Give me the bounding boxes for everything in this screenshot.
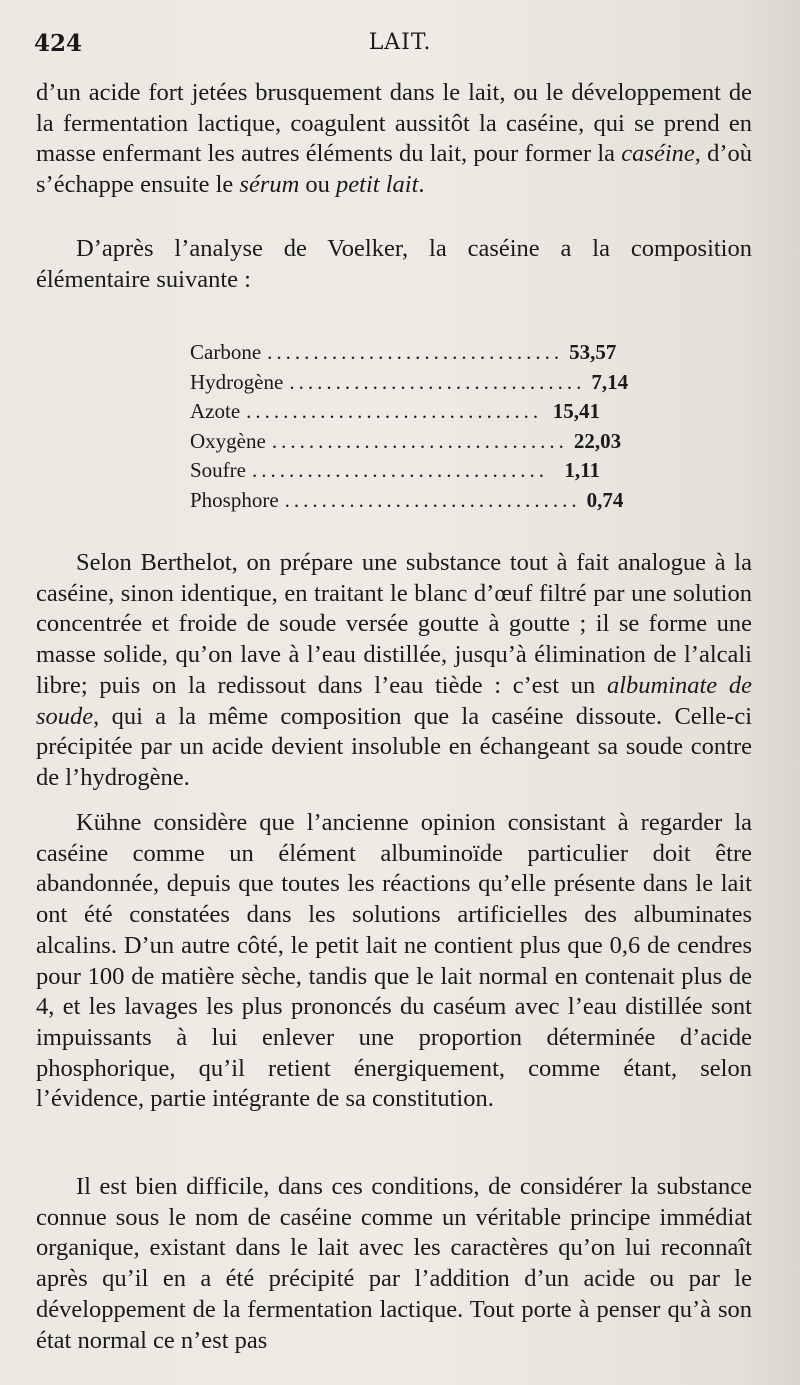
element-value: 22,03 xyxy=(573,428,622,453)
element-value: 0,74 xyxy=(586,487,624,512)
element-value: 1,11 xyxy=(564,458,600,482)
p3-text-a: Selon Berthelot, on prépare une substance tout à fait analogue à la caséine, sinon identique, en traitant le blanc d’œuf filtré par une solution concentrée et froide de soude versée goutte à goutte ; il se forme une masse solide, qu’on lave à l’eau distillée, jusqu’à élimination de l’alcali libre; puis on la redissout dans l’eau tiède : c’est un xyxy=(36,549,752,699)
p1-text-c: ou xyxy=(299,171,337,199)
p1-text-b: , d’où s’échappe ensuite le xyxy=(36,140,752,199)
running-title: LAIT. xyxy=(368,30,432,55)
paragraph-1 xyxy=(36,78,752,201)
composition-table xyxy=(190,338,629,515)
element-value: 15,41 xyxy=(552,399,600,423)
element-name: Oxygène xyxy=(190,428,266,453)
p3-text-b: , qui a la même composition que la caséine dissoute. Celle-ci précipitée par un acide devient insoluble en échangeant sa soude contre de l’hydrogène. xyxy=(36,702,752,791)
paragraph-3 xyxy=(36,548,752,794)
element-name: Azote xyxy=(190,399,241,423)
leader-dots: ................................ xyxy=(271,428,568,453)
paragraph-5 xyxy=(36,1172,752,1356)
p1-italic-petit-lait: petit lait xyxy=(336,171,419,199)
composition-row xyxy=(190,368,629,398)
element-name: Phosphore xyxy=(190,487,279,512)
paragraph-4 xyxy=(36,808,752,1115)
element-name: Soufre xyxy=(190,458,246,482)
p1-text-a: d’un acide fort jetées brusquement dans le lait, ou le développement de la fermentation lactique, coagulent aussitôt la caséine, qui se prend en masse enfermant les autres éléments du lait, pour former la xyxy=(36,79,752,168)
leader-dots: ................................ xyxy=(267,340,564,364)
paragraph-2 xyxy=(36,234,752,295)
p5-text: Il est bien difficile, dans ces conditions, de considérer la substance connue sous le nom de caséine comme un véritable principe immédiat organique, existant dans le lait avec les caractères qu’on lui reconnaît après qu’il en a été précipité par l’addition d’un acide ou par le développement de la fermentation lactique. Tout porte à penser qu’à son état normal ce n’est pas xyxy=(36,1173,752,1354)
p4-text: Kühne considère que l’ancienne opinion consistant à regarder la caséine comme un élément albuminoïde particulier doit être abandonnée, depuis que toutes les réactions qu’elle présente dans le lait ont été constatées dans les solutions artificielles des albuminates alcalins. D’un autre côté, le petit lait ne contient plus que 0,6 de cendres pour 100 de matière sèche, tandis que le lait normal en contenait plus de 4, et les lavages les plus prononcés du caséum avec l’eau distillée sont impuissants à lui enlever une proportion déterminée d’acide phosphorique, qu’il retient énergiquement, comme étant, selon l’évidence, partie intégrante de sa constitution. xyxy=(36,809,752,1113)
p3-italic-albuminate: albuminate de soude xyxy=(36,671,752,730)
leader-dots: ................................ xyxy=(252,458,548,482)
element-name: Carbone xyxy=(190,340,262,364)
leader-dots: ................................ xyxy=(289,369,586,394)
element-value: 53,57 xyxy=(569,340,617,364)
leader-dots: ................................ xyxy=(246,399,543,423)
composition-row xyxy=(190,427,622,457)
p1-text-d: . xyxy=(418,171,425,199)
page-header xyxy=(0,30,800,70)
element-value: 7,14 xyxy=(591,369,629,394)
p1-italic-serum: sérum xyxy=(239,171,300,199)
composition-row xyxy=(190,486,624,516)
p2-text: D’après l’analyse de Voelker, la caséine a la composition élémentaire suivante : xyxy=(36,235,752,293)
page-number: 424 xyxy=(34,30,83,57)
leader-dots: ................................ xyxy=(284,487,581,512)
composition-row xyxy=(190,397,600,427)
element-name: Hydrogène xyxy=(190,369,284,394)
composition-row xyxy=(190,338,617,368)
composition-row xyxy=(190,456,600,486)
p1-italic-caseine: caséine xyxy=(621,140,695,168)
